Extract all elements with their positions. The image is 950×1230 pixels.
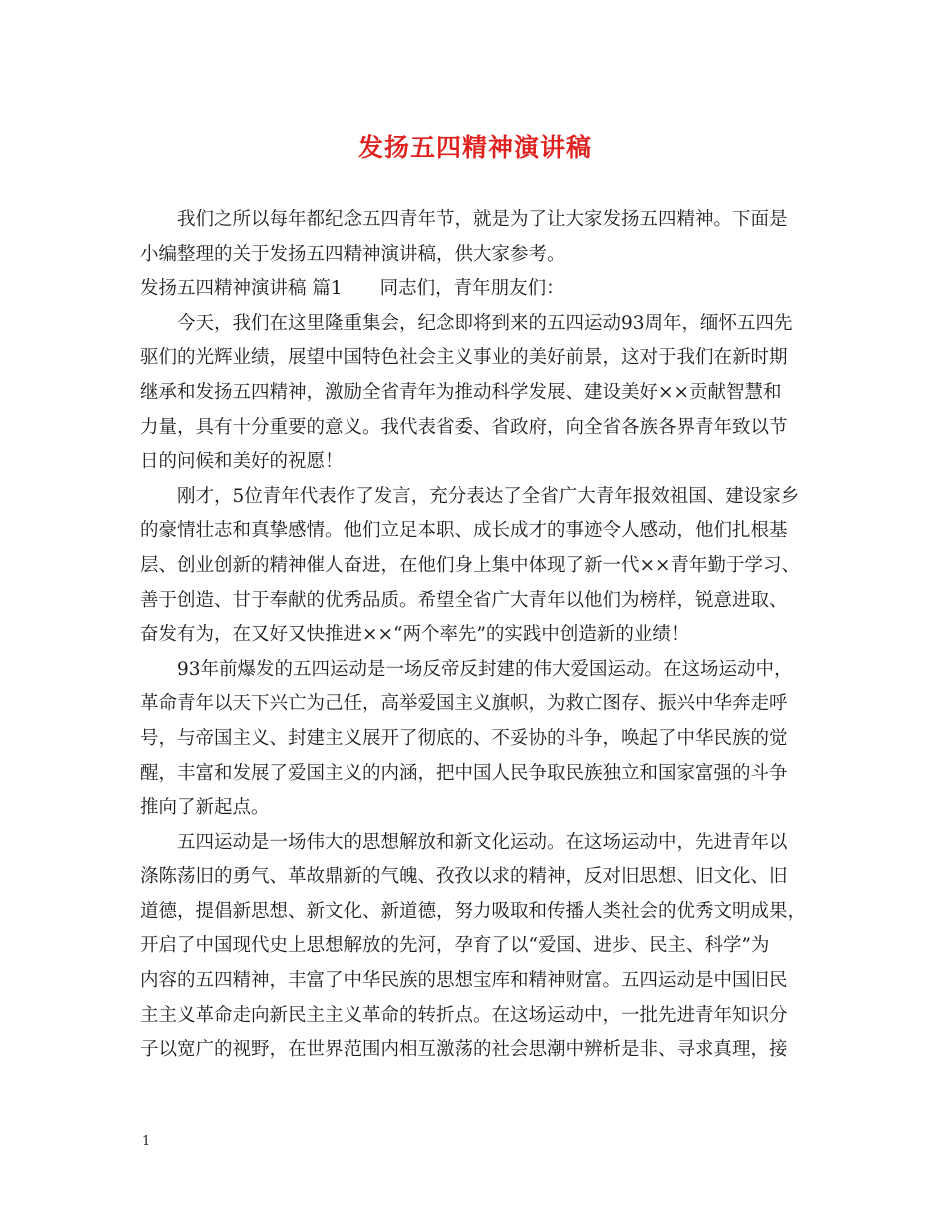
- text-line: 善于创造、甘于奉献的优秀品质。希望全省广大青年以他们为榜样，锐意进取、: [140, 589, 788, 611]
- text-line: 革命青年以天下兴亡为己任，高举爱国主义旗帜，为救亡图存、振兴中华奔走呼: [140, 693, 788, 715]
- text-line: 五四运动是一场伟大的思想解放和新文化运动。在这场运动中，先进青年以: [177, 831, 788, 853]
- text-line: 小编整理的关于发扬五四精神演讲稿，供大家参考。: [140, 243, 566, 265]
- text-line: 继承和发扬五四精神，激励全省青年为推动科学发展、建设美好××贡献智慧和: [140, 381, 782, 403]
- page-number: 1: [142, 1134, 151, 1149]
- text-line: 我们之所以每年都纪念五四青年节，就是为了让大家发扬五四精神。下面是: [177, 209, 788, 230]
- text-line: 涤陈荡旧的勇气、革故鼎新的气魄、孜孜以求的精神，反对旧思想、旧文化、旧: [140, 866, 788, 888]
- text-line: 驱们的光辉业绩，展望中国特色社会主义事业的美好前景，这对于我们在新时期: [140, 347, 788, 369]
- text-line: 子以宽广的视野，在世界范围内相互激荡的社会思潮中辨析是非、寻求真理，接: [140, 1039, 788, 1061]
- text-line: 的豪情壮志和真挚感情。他们立足本职、成长成才的事迹令人感动，他们扎根基: [140, 520, 788, 542]
- text-line: 日的问候和美好的祝愿！: [140, 451, 344, 473]
- text-line: 主主义革命走向新民主主义革命的转折点。在这场运动中，一批先进青年知识分: [140, 1004, 788, 1026]
- text-line: 93年前爆发的五四运动是一场反帝反封建的伟大爱国运动。在这场运动中，: [177, 658, 793, 680]
- text-line: 内容的五四精神，丰富了中华民族的思想宝库和精神财富。五四运动是中国旧民: [140, 970, 788, 992]
- document-body: [140, 203, 815, 1068]
- text-line: 开启了中国现代史上思想解放的先河，孕育了以“爱国、进步、民主、科学”为: [140, 935, 770, 957]
- section-heading-line: 发扬五四精神演讲稿 篇1 同志们，青年朋友们：: [140, 278, 565, 300]
- text-line: 推向了新起点。: [140, 797, 270, 819]
- text-line: 刚才，5位青年代表作了发言，充分表达了全省广大青年报效祖国、建设家乡: [177, 485, 800, 507]
- text-line: 今天，我们在这里隆重集会，纪念即将到来的五四运动93周年，缅怀五四先: [177, 312, 793, 334]
- text-line: 层、创业创新的精神催人奋进，在他们身上集中体现了新一代××青年勤于学习、: [140, 554, 801, 576]
- text-line: 号，与帝国主义、封建主义展开了彻底的、不妥协的斗争，唤起了中华民族的觉: [140, 727, 788, 749]
- text-line: 力量，具有十分重要的意义。我代表省委、省政府，向全省各族各界青年致以节: [140, 416, 788, 438]
- text-line: 奋发有为，在又好又快推进××“两个率先”的实践中创造新的业绩！: [140, 624, 690, 646]
- page-title: 发扬五四精神演讲稿: [357, 133, 592, 162]
- text-line: 道德，提倡新思想、新文化、新道德，努力吸取和传播人类社会的优秀文明成果，: [140, 900, 807, 922]
- text-line: 醒，丰富和发展了爱国主义的内涵，把中国人民争取民族独立和国家富强的斗争: [140, 762, 788, 784]
